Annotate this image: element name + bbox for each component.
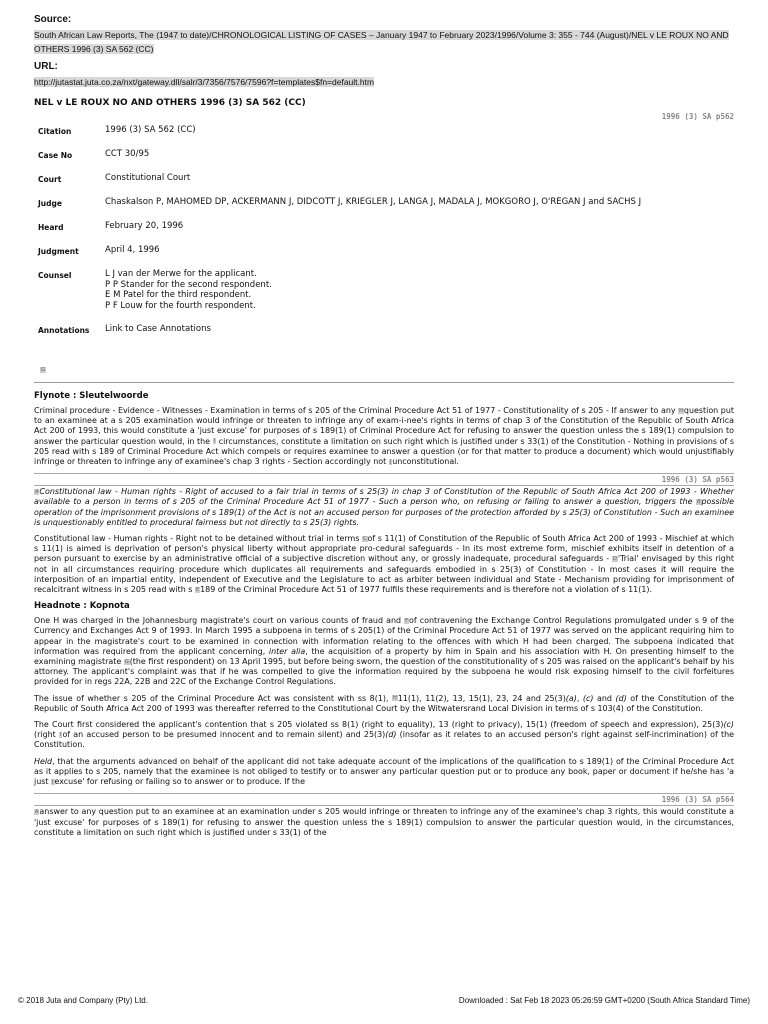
page-marker: J <box>52 778 54 785</box>
divider <box>34 473 734 474</box>
page-reference: 1996 (3) SA p564 <box>661 795 734 805</box>
page-marker: C <box>363 535 367 542</box>
divider <box>34 805 734 806</box>
page-marker: B <box>697 498 701 505</box>
document-page <box>34 14 734 844</box>
page-marker: G <box>124 658 129 665</box>
meta-value: April 4, 1996 <box>105 245 160 255</box>
divider <box>34 793 734 794</box>
counsel-line: L J van der Merwe for the applicant. <box>105 269 257 279</box>
page-marker: E <box>195 586 200 593</box>
meta-value: February 20, 1996 <box>105 221 184 231</box>
case-annotations-link[interactable]: Link to Case Annotations <box>105 324 211 334</box>
divider <box>34 485 734 486</box>
page-marker: J <box>389 458 392 465</box>
headnote-paragraph: The Court first considered the applicant's contention that s 205 violated ss 8(1) (right to equality), 13 (right to privacy), 15(1) (freedom of speech and expression), 25(3)(c) (right Iof an accused person to be presumed innocent and to remain silent) and 25(3)(d) (insofar as it relates to an accused person's right against self-incrimination) of the Constitution. <box>34 720 734 750</box>
meta-key: Counsel <box>38 271 72 280</box>
flynote-paragraph: AConstitutional law - Human rights - Right of accused to a fair trial in terms of s 25(3) in chap 3 of Constitution of the Republic of South Africa Act 200 of 1993 - Whether available to a person in terms of s 205 of the Criminal Procedure Act 51 of 1977 - Such a person who, on refusing or failing to answer a question, triggers the Bpossible operation of the imprisonment provisions of s 189(1) of the Act is not an accused person for purposes of the protection afforded by s 25(3) of Constitution - Such an examinee is unquestionably entitled to procedural fairness but not directly to s 25(3) rights. <box>34 487 734 527</box>
page-marker: G <box>41 366 45 373</box>
meta-value: 1996 (3) SA 562 (CC) <box>105 125 196 135</box>
page-marker: A <box>35 488 39 495</box>
divider <box>34 382 734 383</box>
meta-value: Constitutional Court <box>105 173 191 183</box>
meta-key: Citation <box>38 127 72 136</box>
page-marker: I <box>213 438 216 445</box>
meta-key: Judgment <box>38 247 79 256</box>
headnote-paragraph: Held, that the arguments advanced on behalf of the applicant did not take adequate account of the implications of the qualification to s 189(1) of the Criminal Procedure Act as it applies to s 205, namely that the examinee is not obliged to testify or to answer any particular question put or to produce any book, paper or document if he/she has 'a just Jexcuse' for refusing or failing so to answer or to produce. If the <box>34 756 734 787</box>
page-marker: D <box>613 555 617 562</box>
source-path[interactable]: South African Law Reports, The (1947 to date)/CHRONOLOGICAL LISTING OF CASES – January 1947 to February 2023/1996/Volume 3: 355 - 744 (August)/NEL v LE ROUX NO AND OTHERS 1996 (3) SA 562 (CC) <box>34 30 729 54</box>
meta-value: CCT 30/95 <box>105 149 150 159</box>
headnote-paragraph: One H was charged in the Johannesburg magistrate's court on various counts of fraud and Fof contravening the Exchange Control Regulations promulgated under s 9 of the Currency and Exchanges Act 9 of 1993. In March 1995 a subpoena in terms of s 205(1) of the Criminal Procedure Act 51 of 1977 was served on the applicant requiring him to appear in the magistrate's court to be examined in connection with information relating to the offences with which H had been charged. The subpoena indicated that information was required from the applicant concerning, inter alia, the acquisition of a property by him in Spain and his association with H. On presenting himself to the examining magistrate G(the first respondent) on 13 April 1995, but before being sworn, the question of the constitutionality of s 205 was raised on the applicant's behalf by his attorney. The applicant's complaint was that if he was compelled to give the information required by the subpoena he would risk exposing himself to the civil forfeitures provided for in regs 22A, 22B and 22C of the Exchange Control Regulations. <box>34 616 734 687</box>
case-title: NEL v LE ROUX NO AND OTHERS 1996 (3) SA 562 (CC) <box>34 98 306 108</box>
page-marker: H <box>393 695 397 702</box>
url-label: URL: <box>34 61 58 72</box>
meta-key: Case No <box>38 151 73 160</box>
counsel-list <box>105 269 641 311</box>
meta-key: Judge <box>38 199 62 208</box>
page-marker: A <box>35 808 39 815</box>
flynote-heading: Flynote : Sleutelwoorde <box>34 391 149 401</box>
page-reference: 1996 (3) SA p562 <box>661 112 734 121</box>
headnote-heading: Headnote : Kopnota <box>34 601 130 612</box>
counsel-line: E M Patel for the third respondent. <box>105 290 252 300</box>
meta-key: Heard <box>38 223 64 232</box>
page-reference: 1996 (3) SA p563 <box>661 475 734 485</box>
source-url[interactable]: http://jutastat.juta.co.za/nxt/gateway.dll/salr/3/7356/7576/7596?f=templates$fn=default.htm <box>34 77 375 87</box>
meta-key: Annotations <box>38 326 90 335</box>
counsel-line: P P Stander for the second respondent. <box>105 279 272 290</box>
page-marker: F <box>405 617 408 624</box>
flynote-paragraph: Criminal procedure - Evidence - Witnesses - Examination in terms of s 205 of the Criminal Procedure Act 51 of 1977 - Constitutionality of s 205 - If answer to any Hquestion put to an examinee at a s 205 examination would infringe or threaten to infringe any of exam-i-nee's rights in terms of chap 3 of the Constitution of the Republic of South Africa Act 200 of 1993, this would constitute a 'just excuse' for purposes of s 189(1) of Criminal Procedure Act for refusing to answer the question unless the s 189(1) compulsion to answer the particular question would, in the I circumstances, constitute a limitation on such right which is justified under s 33(1) of the Constitution - Nothing in provisions of s 205 read with s 189 of Criminal Procedure Act which compels or requires examinee to answer a question (or for that matter to produce a document) which would unjustifiably infringe or threaten to infringe any of examinee's chap 3 rights - Section accordingly not Junconstitutional. <box>34 406 734 467</box>
download-timestamp: Downloaded : Sat Feb 18 2023 05:26:59 GMT+0200 (South Africa Standard Time) <box>458 996 750 1005</box>
counsel-line: P F Louw for the fourth respondent. <box>105 300 256 311</box>
meta-key: Court <box>38 175 62 184</box>
source-label: Source: <box>34 14 72 25</box>
meta-value: Chaskalson P, MAHOMED DP, ACKERMANN J, DIDCOTT J, KRIEGLER J, LANGA J, MADALA J, MOKGORO J, O'REGAN J and SACHS J <box>105 197 642 207</box>
copyright-footer: © 2018 Juta and Company (Pty) Ltd. <box>18 996 148 1005</box>
headnote-paragraph: The issue of whether s 205 of the Criminal Procedure Act was consistent with ss 8(1), H11(1), 11(2), 13, 15(1), 23, 24 and 25(3)(a), (c) and (d) of the Constitution of the Republic of South Africa Act 200 of 1993 was thereafter referred to the Constitutional Court by the Witwatersrand Local Division in terms of s 103(4) of the Constitution. <box>34 693 735 713</box>
headnote-paragraph: Aanswer to any question put to an examinee at an examination under s 205 would infringe or threaten to infringe any of the examinee's chap 3 rights, this would constitute a 'just excuse' for purposes of s 189(1) for refusing to answer the question unless the s 189(1) compulsion to answer the particular question would, in the circumstances, constitute a limitation on such right which is justified under s 33(1) of the <box>34 807 734 837</box>
page-marker: I <box>59 731 62 738</box>
case-metadata-table <box>38 125 641 335</box>
page-marker: H <box>679 407 683 414</box>
flynote-paragraph: Constitutional law - Human rights - Right not to be detained without trial in terms Cof s 11(1) of Constitution of the Republic of South Africa Act 200 of 1993 - Mischief at which s 11(1) is aimed is deprivation of person's physical liberty without appropriate pro-cedural safeguards - In its most extreme form, mischief exhibits itself in detention of a person pursuant to exercise by an administrative official of a subjective discretion without any, or grossly inadequate, procedural safeguards - D'Trial' envisaged by this right not in all circumstances requiring procedure which duplicates all requirements and safeguards embodied in s 25(3) of Constitution - In most cases it will require the interposition of an impartial entity, independent of Executive and the Legislature to act as arbiter between individual and State - Mechanism providing for imprisonment of recalcitrant witness in s 205 read with s E189 of the Criminal Procedure Act 51 of 1977 fulfils these requirements and is therefore not a violation of s 11(1). <box>34 534 734 595</box>
